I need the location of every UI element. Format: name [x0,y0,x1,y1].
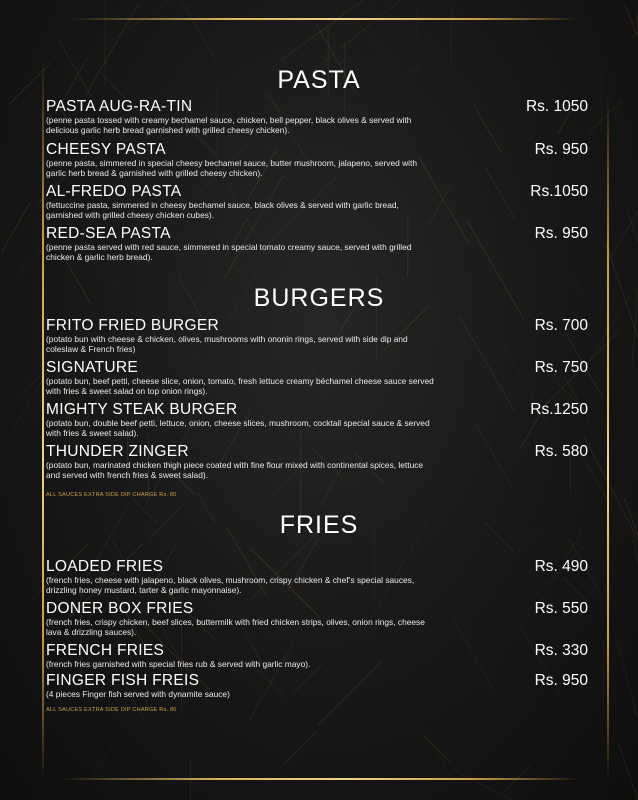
pattern-line [625,4,638,37]
item-price: Rs. 490 [534,558,588,575]
item-description: (penne pasta served with red sauce, simmered in special tomato creamy sauce, served with grilled chicken & garlic herb bread). [46,242,412,263]
frame-left-line [42,60,44,780]
menu-item-frito-fried-burger [46,317,594,355]
item-description: (french fries garnished with special fries rub & served with garlic mayo). [46,659,311,669]
pattern-line [354,19,396,61]
pattern-line [181,0,216,61]
pattern-line [1,202,30,253]
pattern-line [283,731,316,764]
menu-item-al-fredo-pasta [46,183,594,221]
section-title-burgers: BURGERS [253,284,385,312]
frame-top-line [70,18,578,20]
item-name: RED-SEA PASTA [46,225,171,242]
menu-item-mighty-steak-burger [46,401,594,439]
item-name: MIGHTY STEAK BURGER [46,401,238,418]
sauce-charge-note-fries: ALL SAUCES EXTRA SIDE DIP CHARGE Rs. 80 [46,707,177,713]
section-title-fries: FRIES [279,511,359,539]
frame-right-line [607,95,609,780]
item-name: FRENCH FRIES [46,642,165,659]
section-title-pasta: PASTA [277,66,361,94]
item-description: (french fries, crispy chicken, beef slices, buttermilk with fried chicken strips, olives, onion rings, cheese lava & drizzling sauces). [46,617,425,638]
item-description: (french fries, cheese with jalapeno, black olives, mushroom, crispy chicken & chef’s special sauces, drizzling honey mustard, tarter & garlic mayonnaise). [46,575,415,596]
item-price: Rs. 950 [534,141,588,158]
pattern-line [452,769,512,800]
item-name: DONER BOX FRIES [46,600,194,617]
item-description: (4 pieces Finger fish served with dynamite sauce) [46,689,230,699]
pattern-line [315,3,354,42]
menu-item-loaded-fries [46,558,594,596]
frame-bottom-line [60,778,580,780]
pattern-line [281,0,364,60]
menu-item-doner-box-fries [46,600,594,638]
item-name: PASTA AUG-RA-TIN [46,98,193,115]
item-price: Rs. 700 [534,317,588,334]
item-description: (potato bun with cheese & chicken, olives, mushrooms with ononin rings, served with side dip and coleslaw & French fries) [46,334,408,355]
item-name: SIGNATURE [46,359,138,376]
item-price: Rs. 330 [534,642,588,659]
item-description: (penne pasta, simmered in special cheesy bechamel sauce, butter mushroom, jalapeno, served with garlic herb bread & garnished with grilled cheesy chicken). [46,158,418,179]
menu-item-red-sea-pasta [46,225,594,263]
item-price: Rs. 950 [534,672,588,689]
item-name: AL-FREDO PASTA [46,183,182,200]
item-description: (potato bun, beef petti, cheese slice, onion, tomato, fresh lettuce creamy béchamel cheese sauce served with fries & sweet salad on top onion rings). [46,376,434,397]
item-price: Rs. 750 [534,359,588,376]
item-price: Rs. 550 [534,600,588,617]
item-price: Rs.1050 [530,183,588,200]
item-name: CHEESY PASTA [46,141,166,158]
item-price: Rs.1250 [530,401,588,418]
item-description: (penne pasta tossed with creamy bechamel sauce, chicken, bell pepper, black olives & served with delicious garlic herb bread garnished with grilled cheesy chicken). [46,115,412,136]
pattern-line [616,639,638,719]
sauce-charge-note-burgers: ALL SAUCES EXTRA SIDE DIP CHARGE Rs. 80 [46,492,177,498]
item-name: FINGER FISH FREIS [46,672,200,689]
pattern-line [618,741,638,800]
item-description: (potato bun, double beef petti, lettuce, onion, cheese slices, mushroom, cocktail special sauce & served with fries & sweet salad). [46,418,430,439]
menu-item-finger-fish-freis [46,672,594,699]
menu-item-pasta-aug-ra-tin [46,98,594,136]
menu-item-signature [46,359,594,397]
item-description: (fettuccine pasta, simmered in cheesy bechamel sauce, black olives & served with garlic bread, garnished with grilled cheesy chicken cubes). [46,200,399,221]
pattern-line [424,735,451,762]
item-name: LOADED FRIES [46,558,164,575]
item-name: FRITO FRIED BURGER [46,317,220,334]
item-description: (potato bun, marinated chicken thigh piece coated with fine flour mixed with continental spices, lettuce and served with french fries & sweet salad). [46,460,424,481]
item-price: Rs. 950 [534,225,588,242]
menu-item-cheesy-pasta [46,141,594,179]
item-name: THUNDER ZINGER [46,443,189,460]
pattern-line [609,211,638,260]
item-price: Rs. 1050 [525,98,588,115]
menu-item-french-fries [46,642,594,669]
menu-item-thunder-zinger [46,443,594,481]
item-price: Rs. 580 [534,443,588,460]
pattern-line [93,746,112,778]
